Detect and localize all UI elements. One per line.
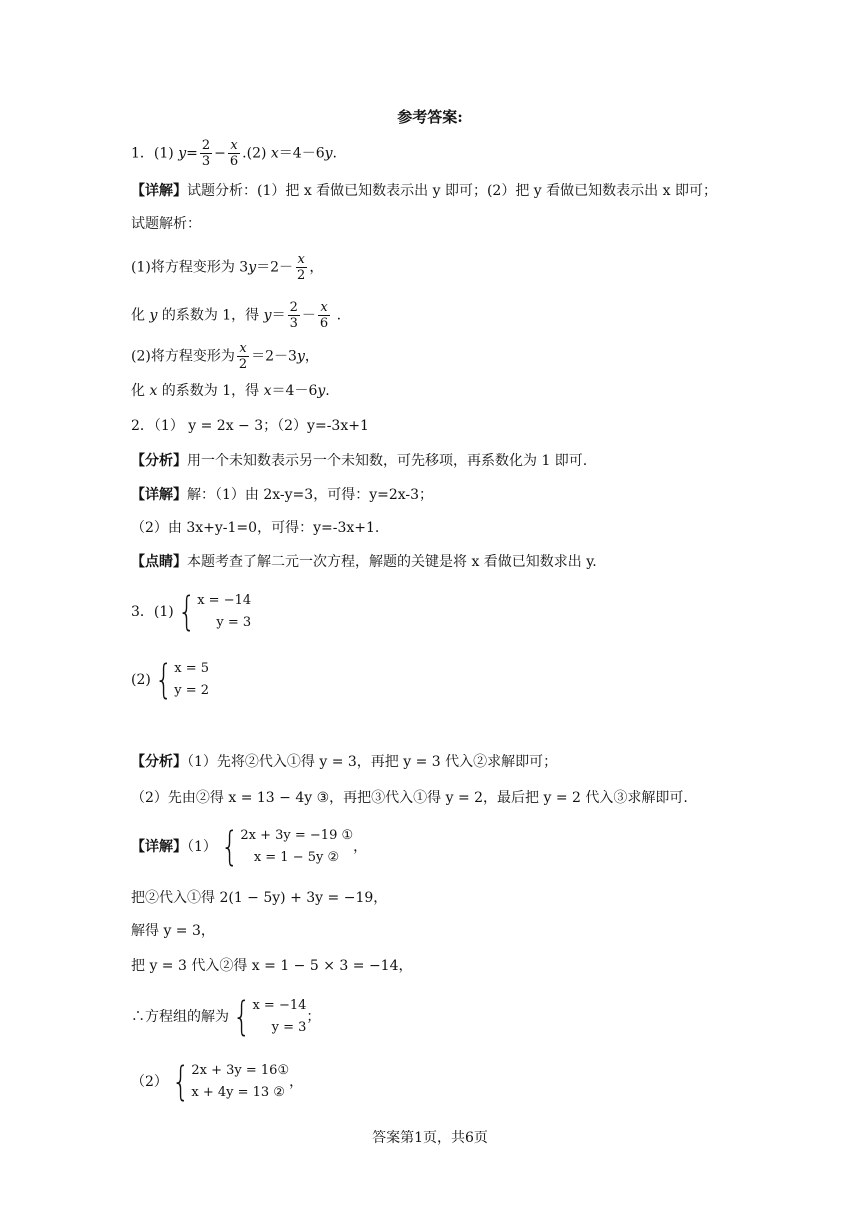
q3-detail: 【详解】（1） { 2x + 3y = −19 ① x = 1 − 5y ② ，: [131, 824, 368, 870]
q1-step3: (2)将方程变形为 $\frac{x}{2}$ ＝2－3y，: [131, 341, 319, 372]
q1-step4: 化 x 的系数为 1，得 x＝4－6y.: [131, 383, 330, 399]
q3-analysis-2: （2）先由②得 x = 13 − 4y ③，再把③代入①得 y = 2，最后把 y = 2 代入③求解即可.: [131, 790, 688, 806]
fraction: $\frac{x}{6}$: [319, 300, 329, 331]
fraction: $\frac{2}{3}$: [289, 300, 298, 331]
analysis-label: 【分析】: [131, 754, 187, 770]
fraction: $\frac{2}{3}$: [201, 138, 211, 169]
analysis-label: 【分析】: [131, 453, 187, 469]
q1-number: 1．: [131, 145, 154, 162]
detail-label: 【详解】: [131, 183, 187, 199]
equation-system: { x = −14 y = 3: [177, 589, 252, 635]
q1-answer-line: 1．(1) y= $\frac{2}{3}$ − $\frac{x}{6}$ .(2) x＝4－6y.: [131, 138, 337, 169]
detail-label: 【详解】: [131, 487, 187, 503]
q3-step1: 把②代入①得 2(1 − 5y) + 3y = −19，: [131, 890, 388, 906]
equation-system: { 2x + 3y = −19 ① x = 1 − 5y ②: [220, 824, 354, 870]
fraction: $\frac{x}{6}$: [229, 138, 239, 169]
fraction: $\frac{x}{2}$: [238, 341, 248, 372]
q3-step4: ∴方程组的解为 { x = −14 y = 3 ；: [131, 994, 321, 1040]
q3-analysis: 【分析】（1）先将②代入①得 y = 3，再把 y = 3 代入②求解即可；: [131, 754, 558, 770]
page-footer: 答案第1页，共6页: [372, 1130, 488, 1146]
fraction: $\frac{x}{2}$: [297, 252, 306, 283]
q2-analysis: 【分析】用一个未知数表示另一个未知数，可先移项，再系数化为 1 即可.: [131, 453, 588, 469]
equation-system: { x = 5 y = 2: [154, 657, 210, 703]
q2-detail: 【详解】解：（1）由 2x-y=3，可得：y=2x-3；: [131, 487, 434, 503]
equation-system: { 2x + 3y = 16① x + 4y = 13 ②: [171, 1059, 290, 1105]
q1-step1: (1)将方程变形为 3y＝2－ $\frac{x}{2}$ ，: [131, 252, 324, 283]
comment-label: 【点睛】: [131, 554, 187, 570]
q1-step2: 化 y 的系数为 1，得 y＝ $\frac{2}{3}$ － $\frac{x}{6}$ .: [131, 300, 342, 331]
q2-comment: 【点睛】本题考查了解二元一次方程，解题的关键是将 x 看做已知数求出 y.: [131, 554, 597, 570]
page-title: 参考答案:: [397, 108, 463, 126]
q1-analysis: 试题解析：: [131, 216, 201, 232]
q2-detail-2: （2）由 3x+y-1=0，可得：y=-3x+1.: [131, 520, 380, 536]
q3-part2: （2） { 2x + 3y = 16① x + 4y = 13 ② ，: [131, 1059, 304, 1105]
q3-step3: 把 y = 3 代入②得 x = 1 − 5 × 3 = −14，: [131, 958, 413, 974]
q3-step2: 解得 y = 3，: [131, 923, 215, 939]
equation-system: { x = −14 y = 3: [232, 994, 307, 1040]
q3-answer-1: 3．(1) { x = −14 y = 3: [131, 589, 252, 635]
q3-answer-2: (2) { x = 5 y = 2: [131, 657, 210, 703]
detail-label: 【详解】: [131, 839, 187, 855]
q1-detail: 【详解】试题分析：(1）把 x 看做已知数表示出 y 即可；(2）把 y 看做已知数表示出 x 即可；: [131, 183, 717, 199]
q2-answer-line: 2．（1） y = 2x − 3；（2）y=-3x+1: [131, 418, 369, 434]
